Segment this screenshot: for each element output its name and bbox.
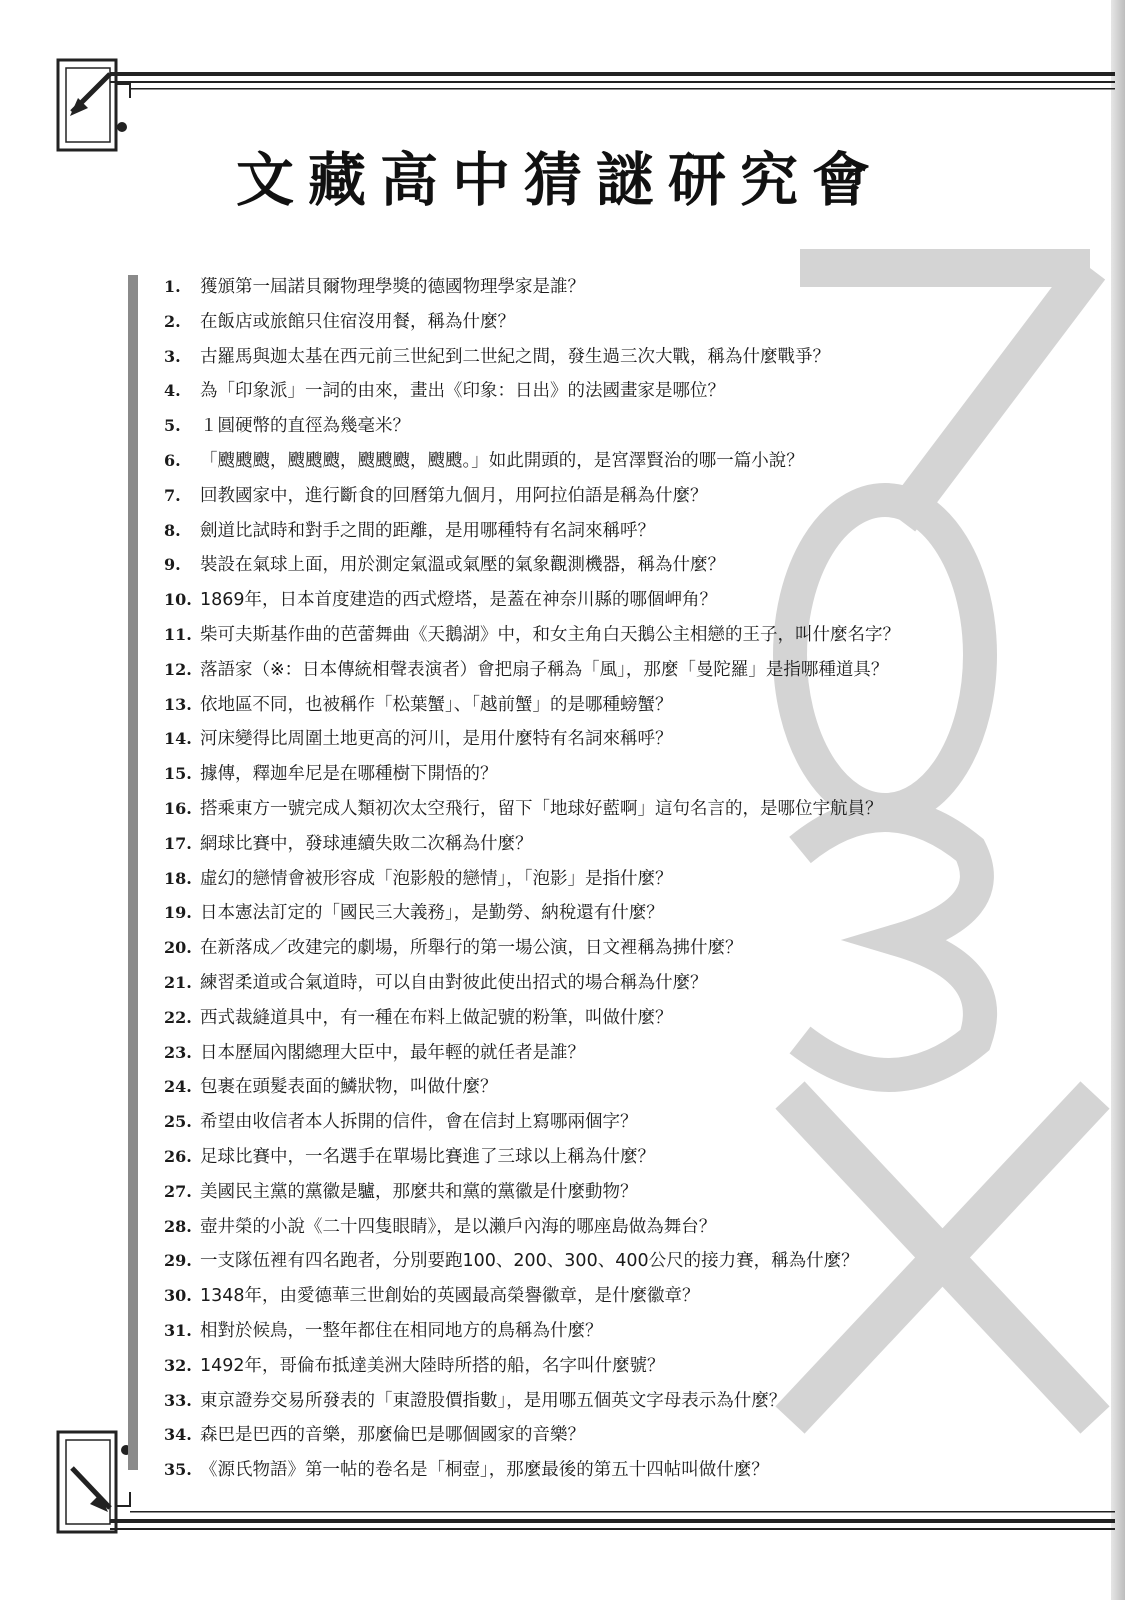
question-text: 美國民主黨的黨徽是驢，那麼共和黨的黨徽是什麼動物？	[200, 1181, 638, 1202]
question-item	[164, 305, 1064, 340]
question-text: 足球比賽中，一名選手在單場比賽進了三球以上稱為什麼？	[200, 1146, 655, 1167]
question-number: 7.	[164, 485, 181, 505]
question-item	[164, 1140, 1064, 1175]
question-item	[164, 409, 1064, 444]
question-text: 日本憲法訂定的「國民三大義務」，是勤勞、納稅還有什麼？	[200, 903, 664, 924]
question-number: 17.	[164, 833, 192, 853]
question-item	[164, 653, 1064, 688]
question-text: 古羅馬與迦太基在西元前三世紀到二世紀之間，發生過三次大戰，稱為什麼戰爭？	[200, 346, 830, 367]
question-item	[164, 1314, 1064, 1349]
question-item	[164, 1384, 1064, 1419]
question-item	[164, 1175, 1064, 1210]
question-item	[164, 1036, 1064, 1071]
question-text: 虛幻的戀情會被形容成「泡影般的戀情」，「泡影」是指什麼？	[200, 868, 673, 889]
question-item	[164, 896, 1064, 931]
question-number: 33.	[164, 1390, 192, 1410]
question-item	[164, 479, 1064, 514]
question-text: 為「印象派」一詞的由來，畫出《印象：日出》的法國畫家是哪位？	[200, 381, 725, 402]
question-text: 東京證券交易所發表的「東證股價指數」，是用哪五個英文字母表示為什麼？	[200, 1390, 787, 1411]
left-accent-bar	[128, 275, 138, 1470]
question-number: 25.	[164, 1112, 192, 1132]
question-number: 35.	[164, 1460, 192, 1480]
question-number: 19.	[164, 903, 192, 923]
question-number: 13.	[164, 694, 192, 714]
question-number: 3.	[164, 346, 181, 366]
question-text: 河床變得比周圍土地更高的河川，是用什麼特有名詞來稱呼？	[200, 729, 673, 750]
question-item	[164, 862, 1064, 897]
question-item	[164, 1105, 1064, 1140]
question-number: 2.	[164, 311, 181, 331]
question-text: 相對於候鳥，一整年都住在相同地方的鳥稱為什麼？	[200, 1320, 603, 1341]
question-text: 1348年，由愛德華三世創始的英國最高榮譽徽章，是什麼徽章？	[200, 1286, 700, 1307]
question-item	[164, 1244, 1064, 1279]
question-item	[164, 966, 1064, 1001]
question-item	[164, 688, 1064, 723]
question-number: 23.	[164, 1042, 192, 1062]
question-text: 森巴是巴西的音樂，那麼倫巴是哪個國家的音樂？	[200, 1425, 585, 1446]
question-text: 回教國家中，進行斷食的回曆第九個月，用阿拉伯語是稱為什麼？	[200, 485, 708, 506]
question-number: 28.	[164, 1216, 192, 1236]
question-number: 26.	[164, 1146, 192, 1166]
question-item	[164, 792, 1064, 827]
question-text: 據傳，釋迦牟尼是在哪種樹下開悟的？	[200, 764, 498, 785]
question-text: 1492年，哥倫布抵達美洲大陸時所搭的船，名字叫什麼號？	[200, 1355, 665, 1376]
question-number: 27.	[164, 1181, 192, 1201]
question-text: 在新落成／改建完的劇場，所舉行的第一場公演，日文裡稱為拂什麼？	[200, 938, 743, 959]
question-item	[164, 1001, 1064, 1036]
question-text: 西式裁縫道具中，有一種在布料上做記號的粉筆，叫做什麼？	[200, 1007, 673, 1028]
question-item	[164, 583, 1064, 618]
question-text: 搭乘東方一號完成人類初次太空飛行，留下「地球好藍啊」這句名言的，是哪位宇航員？	[200, 798, 883, 819]
question-text: 「颼颼颼，颼颼颼，颼颼颼，颼颼。」如此開頭的，是宮澤賢治的哪一篇小說？	[200, 450, 804, 471]
question-text: 在飯店或旅館只住宿沒用餐，稱為什麼？	[200, 311, 515, 332]
question-number: 32.	[164, 1355, 192, 1375]
question-item	[164, 1070, 1064, 1105]
question-item	[164, 827, 1064, 862]
question-text: 《源氏物語》第一帖的卷名是「桐壺」，那麼最後的第五十四帖叫做什麼？	[200, 1460, 769, 1481]
question-number: 21.	[164, 972, 192, 992]
question-item	[164, 548, 1064, 583]
question-text: 一支隊伍裡有四名跑者，分別要跑100、200、300、400公尺的接力賽，稱為什麼？	[200, 1251, 859, 1272]
question-item	[164, 757, 1064, 792]
question-list	[164, 270, 1064, 1488]
question-number: 22.	[164, 1007, 192, 1027]
question-text: 日本歷屆內閣總理大臣中，最年輕的就任者是誰？	[200, 1042, 585, 1063]
question-text: 劍道比試時和對手之間的距離，是用哪種特有名詞來稱呼？	[200, 520, 655, 541]
question-item	[164, 931, 1064, 966]
question-text: 網球比賽中，發球連續失敗二次稱為什麼？	[200, 833, 533, 854]
question-item	[164, 444, 1064, 479]
question-item	[164, 1279, 1064, 1314]
question-number: 20.	[164, 938, 192, 958]
question-text: 落語家（※：日本傳統相聲表演者）會把扇子稱為「風」，那麼「曼陀羅」是指哪種道具？	[200, 659, 889, 680]
question-text: 獲頒第一屆諾貝爾物理學獎的德國物理學家是誰？	[200, 277, 585, 297]
question-number: 30.	[164, 1286, 192, 1306]
question-item	[164, 270, 1064, 305]
question-text: 練習柔道或合氣道時，可以自由對彼此使出招式的場合稱為什麼？	[200, 972, 708, 993]
question-item	[164, 722, 1064, 757]
question-text: 希望由收信者本人拆開的信件，會在信封上寫哪兩個字？	[200, 1112, 638, 1133]
question-item	[164, 1453, 1064, 1488]
question-number: 24.	[164, 1077, 192, 1097]
question-number: 1.	[164, 277, 181, 296]
question-number: 10.	[164, 590, 192, 610]
question-item	[164, 1349, 1064, 1384]
question-item	[164, 1210, 1064, 1245]
question-item	[164, 618, 1064, 653]
question-text: 依地區不同，也被稱作「松葉蟹」、「越前蟹」的是哪種螃蟹？	[200, 694, 673, 715]
question-number: 29.	[164, 1251, 192, 1271]
question-number: 4.	[164, 381, 181, 401]
question-item	[164, 340, 1064, 375]
question-number: 34.	[164, 1425, 192, 1445]
question-item	[164, 514, 1064, 549]
question-number: 6.	[164, 450, 181, 470]
question-text: 裝設在氣球上面，用於測定氣溫或氣壓的氣象觀測機器，稱為什麼？	[200, 555, 725, 576]
question-item	[164, 1418, 1064, 1453]
question-text: 1869年，日本首度建造的西式燈塔，是蓋在神奈川縣的哪個岬角？	[200, 590, 718, 611]
question-number: 14.	[164, 729, 192, 749]
question-number: 16.	[164, 798, 192, 818]
question-text: 柴可夫斯基作曲的芭蕾舞曲《天鵝湖》中，和女主角白天鵝公主相戀的王子，叫什麼名字？	[200, 624, 900, 645]
page-title: 文藏高中猜謎研究會	[235, 146, 884, 214]
question-number: 5.	[164, 416, 181, 436]
question-number: 31.	[164, 1320, 192, 1340]
question-number: 12.	[164, 659, 192, 679]
question-number: 9.	[164, 555, 181, 575]
question-number: 8.	[164, 520, 181, 540]
question-number: 18.	[164, 868, 192, 888]
question-number: 15.	[164, 764, 192, 784]
question-item	[164, 374, 1064, 409]
question-text: 包裹在頭髮表面的鱗狀物，叫做什麼？	[200, 1077, 498, 1098]
question-text: １圓硬幣的直徑為幾毫米？	[200, 416, 410, 437]
question-text: 壺井榮的小說《二十四隻眼睛》，是以瀨戶內海的哪座島做為舞台？	[200, 1216, 717, 1237]
question-number: 11.	[164, 624, 192, 644]
